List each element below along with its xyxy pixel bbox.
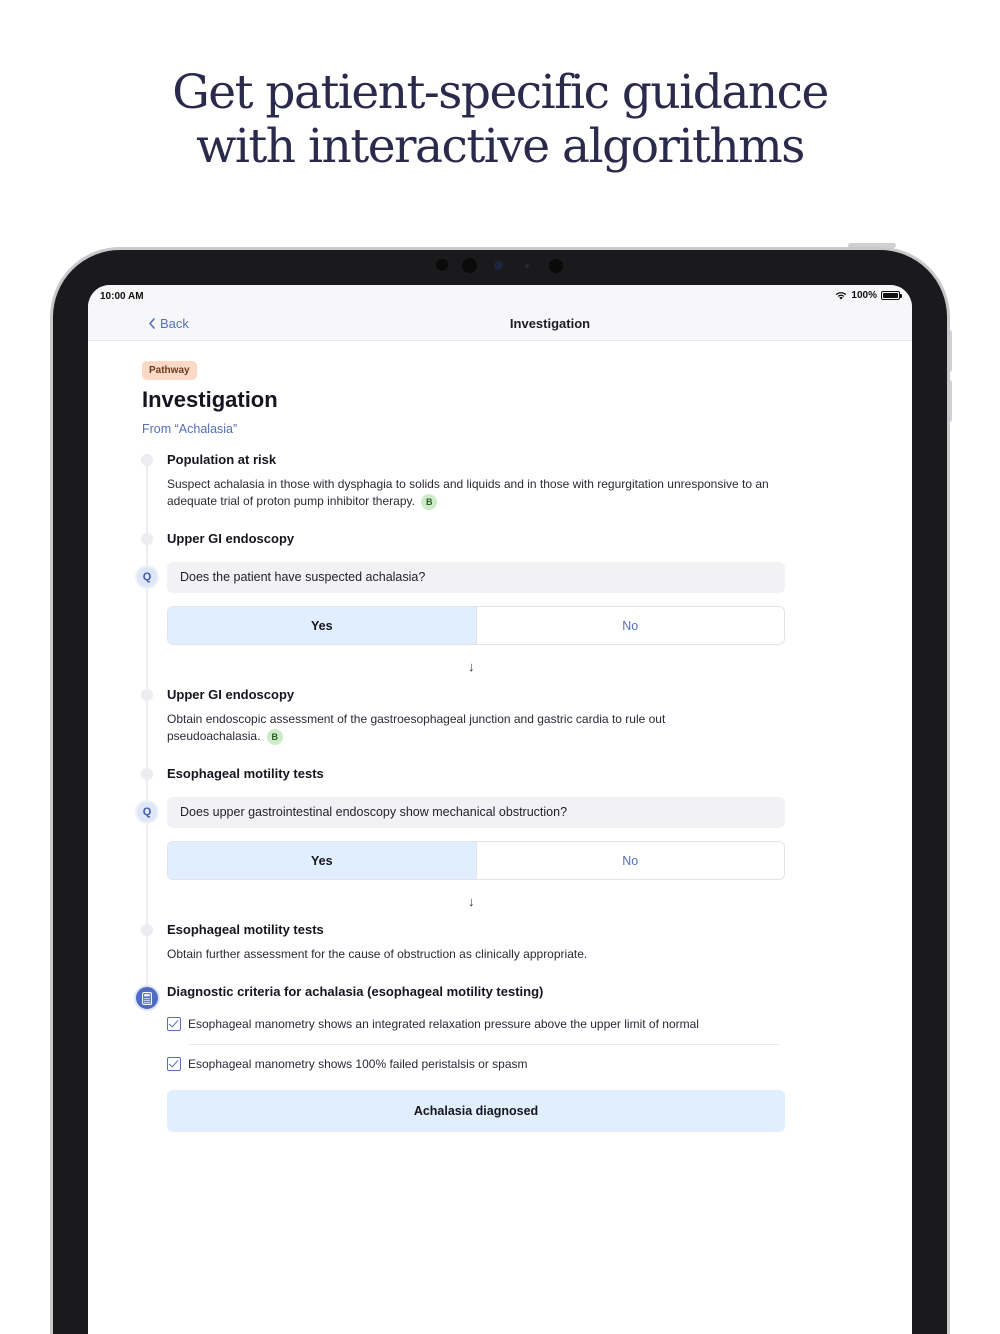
criteria-item-label: Esophageal manometry shows an integrated relaxation pressure above the upper limit of normal bbox=[188, 1017, 699, 1031]
pathway-badge: Pathway bbox=[142, 361, 197, 380]
answer-no-button[interactable]: No bbox=[622, 853, 639, 868]
calculator-icon bbox=[142, 992, 152, 1005]
evidence-grade-badge[interactable]: B bbox=[421, 494, 437, 510]
headline-line-1: Get patient-specific guidance bbox=[172, 65, 828, 120]
question-box: Does the patient have suspected achalasia? bbox=[167, 562, 785, 593]
step-text-content: Suspect achalasia in those with dysphagia to solids and liquids and in those with regurgitation unresponsive to an adequate trial of proton pump inhibitor therapy. bbox=[167, 477, 769, 508]
step-title: Esophageal motility tests bbox=[167, 766, 324, 781]
timeline-dot bbox=[141, 454, 153, 466]
source-link[interactable]: From “Achalasia” bbox=[142, 422, 238, 436]
status-time: 10:00 AM bbox=[100, 291, 144, 302]
wifi-icon bbox=[835, 291, 847, 300]
page-title: Investigation bbox=[142, 387, 278, 412]
step-title: Upper GI endoscopy bbox=[167, 687, 295, 702]
checkbox-checked-icon[interactable] bbox=[167, 1017, 181, 1031]
step-text bbox=[167, 711, 707, 745]
answer-yes-button[interactable]: Yes bbox=[168, 607, 477, 644]
camera-lens bbox=[494, 261, 503, 270]
down-arrow-icon: ↓ bbox=[468, 894, 475, 909]
status-bar bbox=[88, 285, 912, 307]
answer-yes-button[interactable]: Yes bbox=[168, 842, 477, 879]
achalasia-diagnosed-button[interactable]: Achalasia diagnosed bbox=[167, 1090, 785, 1132]
step-text bbox=[167, 476, 787, 510]
navigation-bar bbox=[88, 307, 912, 341]
criteria-checkbox-row[interactable] bbox=[167, 1009, 779, 1039]
camera-dot bbox=[436, 259, 448, 271]
app-screen bbox=[88, 285, 912, 1334]
timeline-dot bbox=[141, 689, 153, 701]
step-title: Upper GI endoscopy bbox=[167, 531, 295, 546]
criteria-item-label: Esophageal manometry shows 100% failed peristalsis or spasm bbox=[188, 1057, 528, 1071]
criteria-checkbox-row[interactable] bbox=[167, 1049, 779, 1079]
row-divider bbox=[188, 1044, 780, 1045]
headline bbox=[0, 66, 1000, 174]
question-marker: Q bbox=[135, 800, 159, 824]
criteria-title: Diagnostic criteria for achalasia (esophageal motility testing) bbox=[167, 984, 544, 999]
down-arrow-icon: ↓ bbox=[468, 659, 475, 674]
step-text-content: Obtain endoscopic assessment of the gastroesophageal junction and gastric cardia to rule out pseudoachalasia. bbox=[167, 712, 666, 743]
answer-toggle bbox=[167, 841, 785, 880]
timeline-dot bbox=[141, 533, 153, 545]
answer-no-button[interactable]: No bbox=[622, 618, 639, 633]
headline-line-2: with interactive algorithms bbox=[196, 119, 804, 174]
step-title: Population at risk bbox=[167, 452, 277, 467]
back-label: Back bbox=[160, 316, 189, 331]
camera-dot bbox=[549, 259, 563, 273]
nav-title: Investigation bbox=[509, 316, 591, 331]
timeline-dot bbox=[141, 768, 153, 780]
step-title: Esophageal motility tests bbox=[167, 922, 324, 937]
status-indicators bbox=[835, 290, 900, 301]
evidence-grade-badge[interactable]: B bbox=[267, 729, 283, 745]
timeline-dot bbox=[141, 924, 153, 936]
checkbox-checked-icon[interactable] bbox=[167, 1057, 181, 1071]
battery-percent: 100% bbox=[851, 290, 877, 301]
step-text: Obtain further assessment for the cause of obstruction as clinically appropriate. bbox=[167, 947, 588, 961]
question-box: Does upper gastrointestinal endoscopy show mechanical obstruction? bbox=[167, 797, 785, 828]
calculator-marker bbox=[134, 985, 160, 1011]
answer-toggle bbox=[167, 606, 785, 645]
battery-icon bbox=[881, 291, 900, 300]
camera-dot bbox=[462, 258, 477, 273]
question-marker: Q bbox=[135, 565, 159, 589]
camera-dot bbox=[525, 264, 529, 268]
